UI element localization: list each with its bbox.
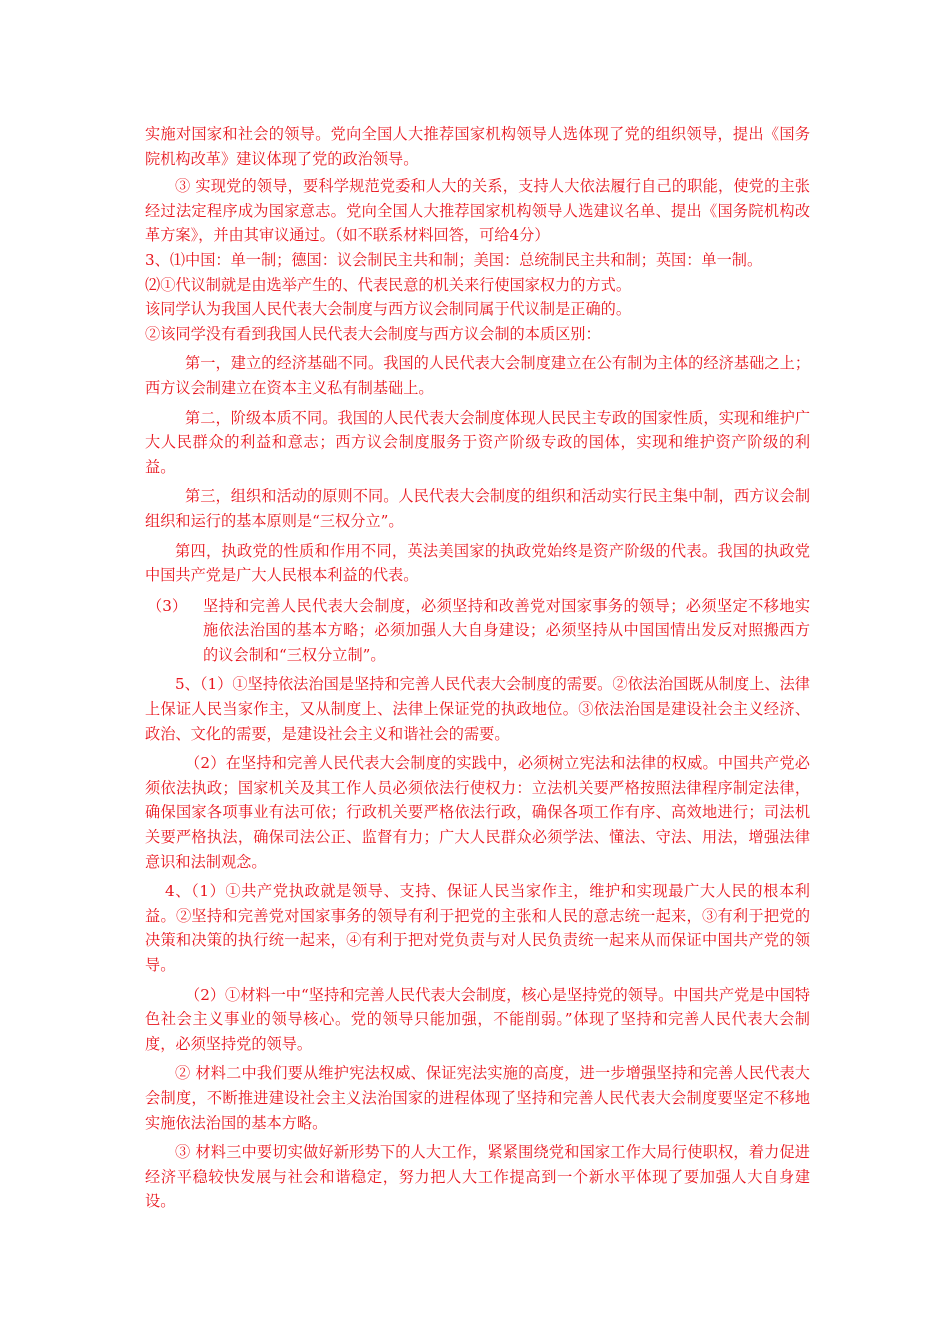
paragraph: 该同学认为我国人民代表大会制度与西方议会制同属于代议制是正确的。 [145, 300, 631, 319]
paragraph: 3、⑴中国：单一制；德国：议会制民主共和制；美国：总统制民主共和制；英国：单一制。 [145, 250, 763, 269]
paragraph: 4、（1）①共产党执政就是领导、支持、保证人民当家作主，维护和实现最广大人民的根本利益。②坚持和完善党对国家事务的领导有利于把党的主张和人民的意志统一起来，③有利于把党的决策和决策的执行统一起来，④有利于把对党负责与对人民负责统一起来从而保证中国共产党的领导。 [145, 882, 810, 974]
answer-text [145, 122, 810, 1214]
paragraph: （2）①材料一中“坚持和完善人民代表大会制度，核心是坚持党的领导。中国共产党是中国特色社会主义事业的领导核心。党的领导只能加强，不能削弱。”体现了坚持和完善人民代表大会制度，必须坚持党的领导。 [145, 985, 810, 1053]
paragraph: ② 材料二中我们要从维护宪法权威、保证宪法实施的高度，进一步增强坚持和完善人民代表大会制度，不断推进建设社会主义法治国家的进程体现了坚持和完善人民代表大会制度要坚定不移地实施依法治国的基本方略。 [145, 1064, 810, 1132]
paragraph: 第二，阶级本质不同。我国的人民代表大会制度体现人民民主专政的国家性质，实现和维护广大人民群众的利益和意志；西方议会制度服务于资产阶级专政的国体，实现和维护资产阶级的利益。 [145, 408, 810, 476]
paragraph: 第一，建立的经济基础不同。我国的人民代表大会制度建立在公有制为主体的经济基础之上；西方议会制建立在资本主义私有制基础上。 [145, 354, 810, 397]
paragraph: 第四，执政党的性质和作用不同，英法美国家的执政党始终是资产阶级的代表。我国的执政党中国共产党是广大人民根本利益的代表。 [145, 541, 810, 585]
list-number: （3） [147, 596, 188, 615]
list-item-3 [145, 594, 810, 668]
paragraph: ③ 实现党的领导，要科学规范党委和人大的关系，支持人大依法履行自己的职能，使党的主张经过法定程序成为国家意志。党向全国人大推荐国家机构领导人选建议名单、提出《国务院机构改革方案》，并由其审议通过。（如不联系材料回答，可给4分） [145, 177, 810, 245]
paragraph: 5、（1）①坚持依法治国是坚持和完善人民代表大会制度的需要。②依法治国既从制度上、法律上保证人民当家作主，又从制度上、法律上保证党的执政地位。③依法治国是建设社会主义经济、政治、文化的需要，是建设社会主义和谐社会的需要。 [145, 675, 810, 743]
paragraph: ②该同学没有看到我国人民代表大会制度与西方议会制的本质区别： [145, 324, 601, 343]
paragraph: ③ 材料三中要切实做好新形势下的人大工作，紧紧围绕党和国家工作大局行使职权，着力促进经济平稳较快发展与社会和谐稳定，努力把人大工作提高到一个新水平体现了要加强人大自身建设。 [145, 1143, 810, 1211]
paragraph: （2）在坚持和完善人民代表大会制度的实践中，必须树立宪法和法律的权威。中国共产党必须依法执政；国家机关及其工作人员必须依法行使权力：立法机关要严格按照法律程序制定法律，确保国家各项事业有法可依；行政机关要严格依法行政，确保各项工作有序、高效地进行；司法机关要严格执法，确保司法公正、监督有力；广大人民群众必须学法、懂法、守法、用法，增强法律意识和法制观念。 [145, 754, 810, 871]
paragraph: 第三，组织和活动的原则不同。人民代表大会制度的组织和活动实行民主集中制，西方议会制组织和运行的基本原则是“三权分立”。 [145, 487, 810, 530]
paragraph: 实施对国家和社会的领导。党向全国人大推荐国家机构领导人选体现了党的组织领导，提出《国务院机构改革》建议体现了党的政治领导。 [145, 125, 810, 168]
paragraph: ⑵①代议制就是由选举产生的、代表民意的机关来行使国家权力的方式。 [145, 275, 631, 294]
list-text: 坚持和完善人民代表大会制度，必须坚持和改善党对国家事务的领导；必须坚定不移地实施依法治国的基本方略；必须加强人大自身建设；必须坚持从中国国情出发反对照搬西方的议会制和“三权分立制”。 [203, 596, 810, 664]
